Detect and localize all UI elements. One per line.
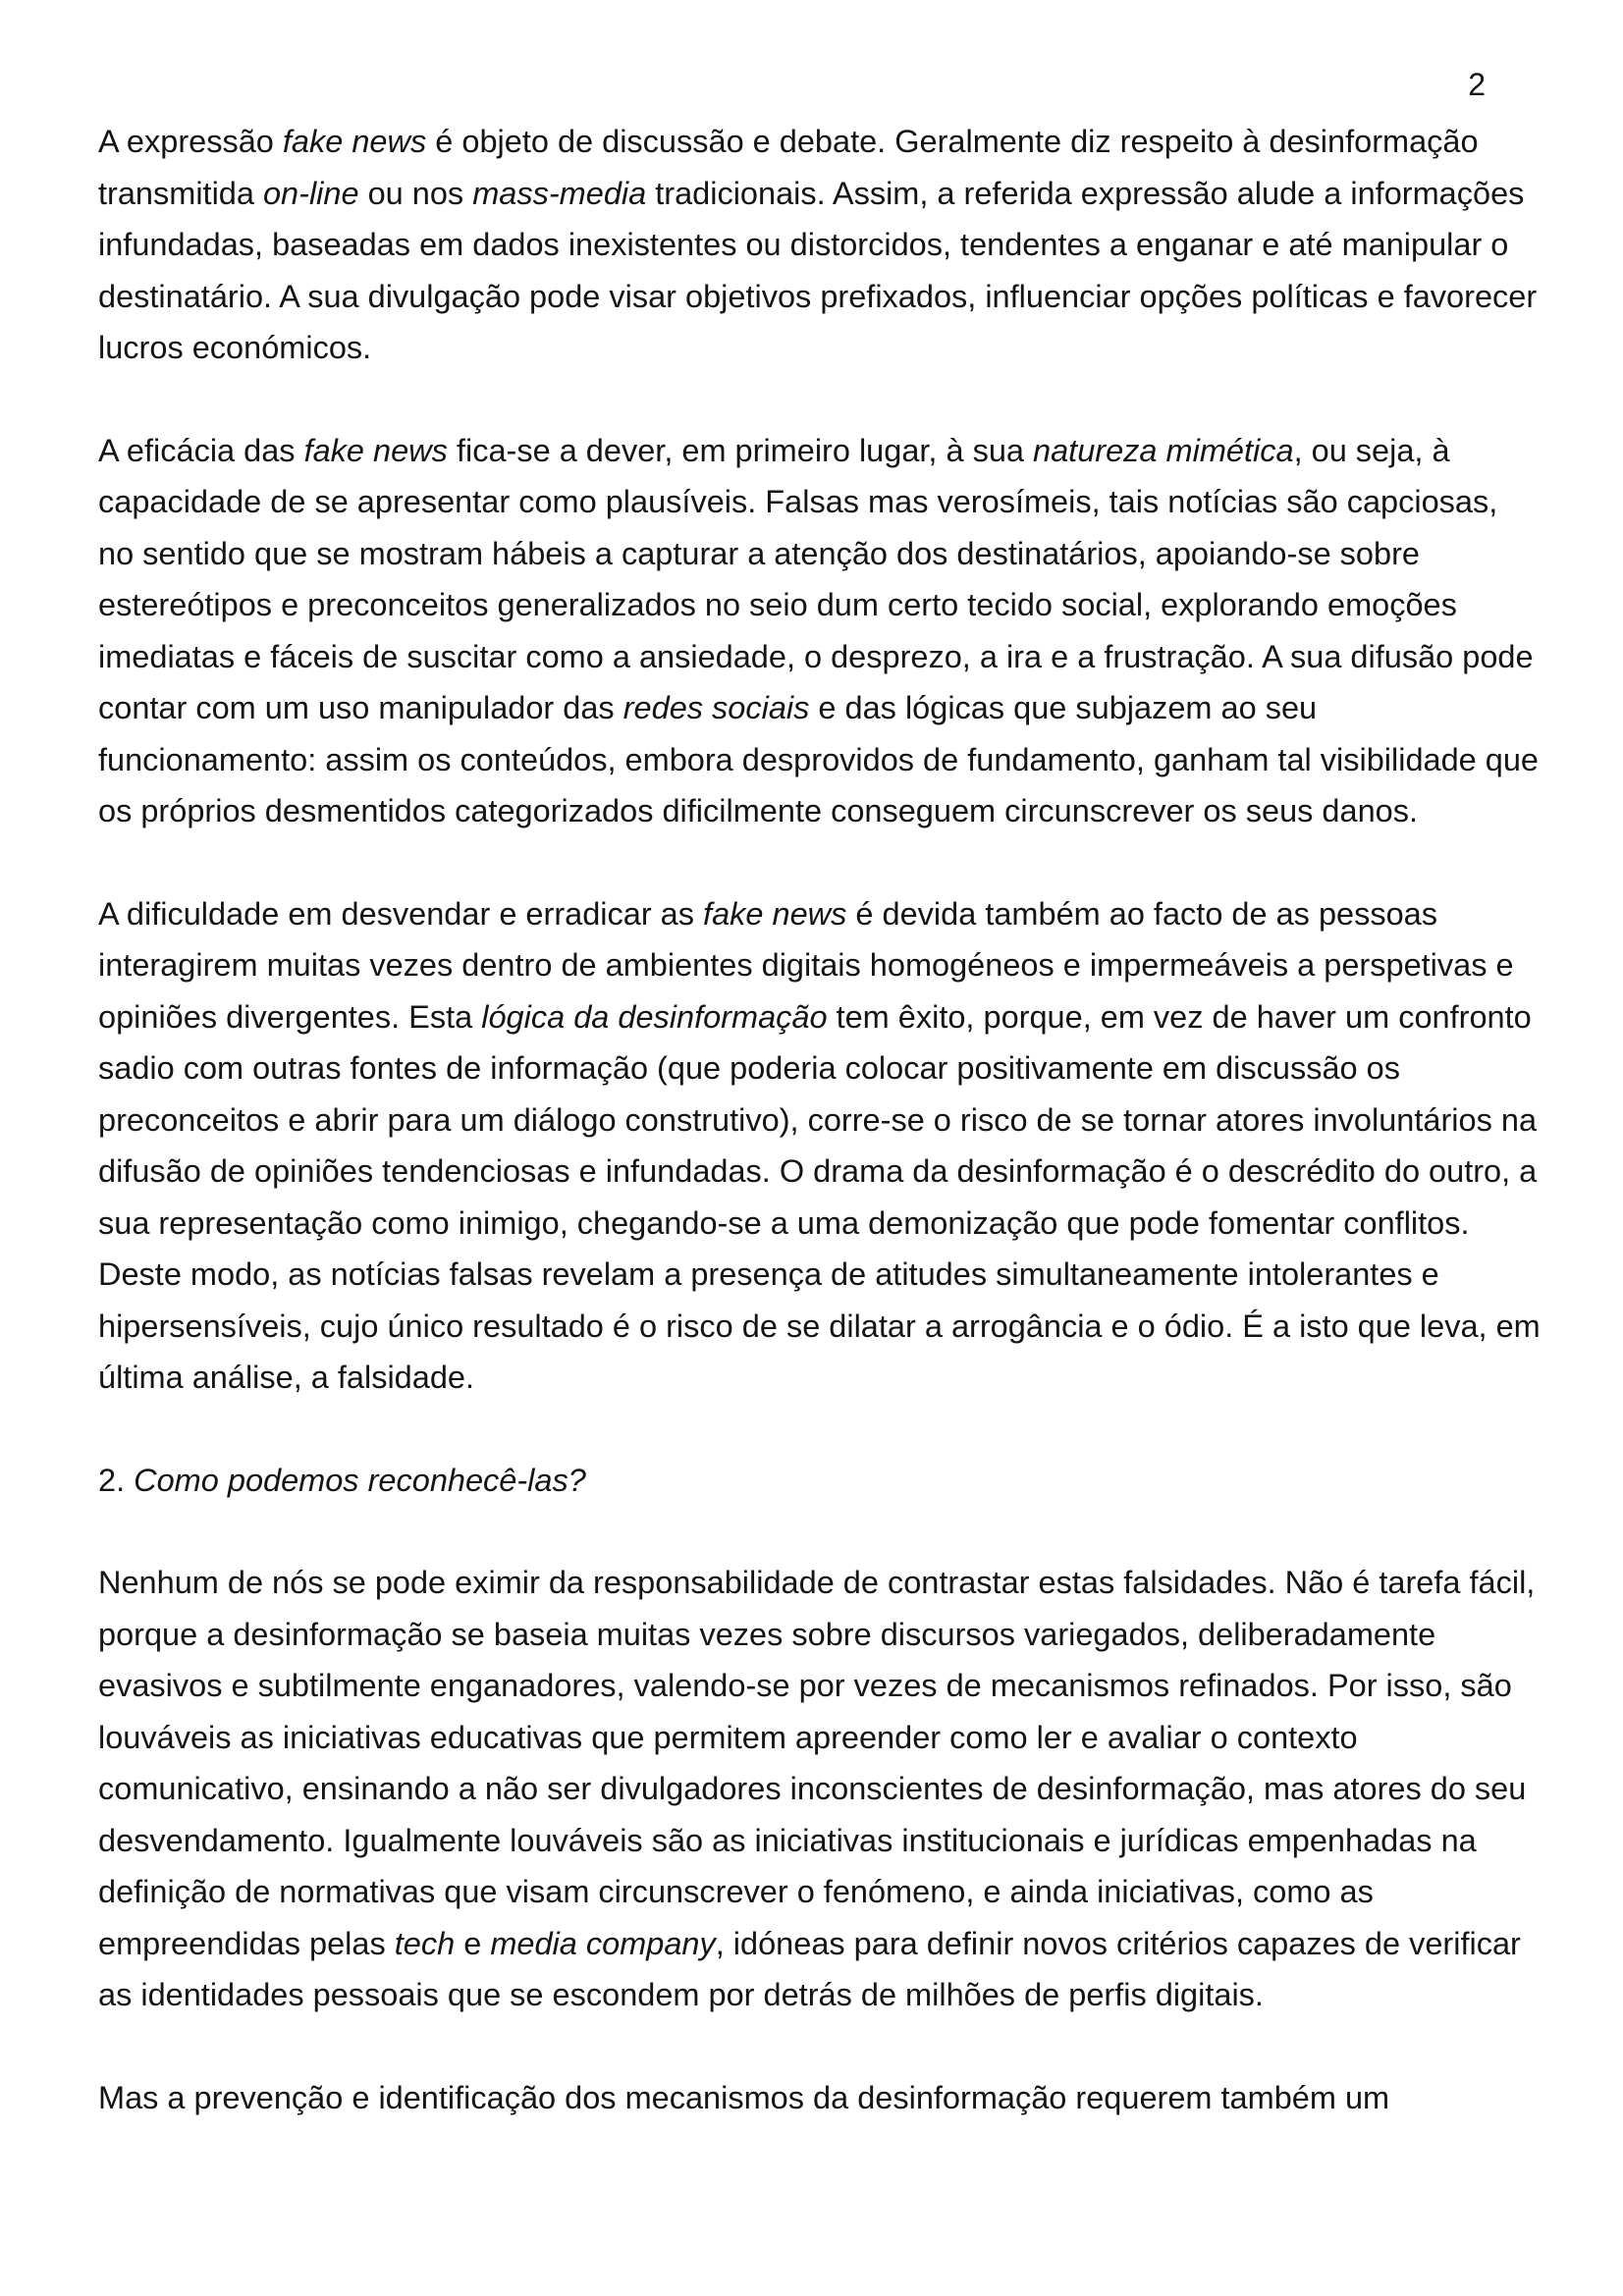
italic-term: on-line bbox=[262, 175, 359, 211]
text-run: é devida também ao facto de as pessoas interagirem muitas vezes dentro de ambientes digitais homogéneos e impermeáveis a perspetivas e opiniões divergentes. Esta bbox=[98, 895, 1514, 1035]
section-title: Como podemos reconhecê-las? bbox=[134, 1462, 586, 1498]
paragraph-3 bbox=[98, 888, 1542, 1404]
paragraph-2 bbox=[98, 425, 1542, 837]
italic-term: tech bbox=[394, 1925, 456, 1961]
paragraph-4 bbox=[98, 1557, 1542, 2021]
text-run: Nenhum de nós se pode eximir da responsabilidade de contrastar estas falsidades. Não é tarefa fácil, porque a desinformação se baseia muitas vezes sobre discursos variegados, deliberadamente evasivos e subtilmente enganadores, valendo-se por vezes de mecanismos refinados. Por isso, são louváveis as iniciativas educativas que permitem apreender como ler e avaliar o contexto comunicativo, ensinando a não ser divulgadores inconscientes de desinformação, mas atores do seu desvendamento. Igualmente louváveis são as iniciativas institucionais e jurídicas empenhadas na definição de normativas que visam circunscrever o fenómeno, e ainda iniciativas, como as empreendidas pelas bbox=[98, 1565, 1536, 1961]
section-number: 2. bbox=[98, 1462, 135, 1498]
text-run: Mas a prevenção e identificação dos mecanismos da desinformação requerem também um bbox=[98, 2079, 1390, 2115]
italic-term: media company bbox=[490, 1925, 716, 1961]
page-number: 2 bbox=[1468, 67, 1486, 102]
text-run: fica-se a dever, em primeiro lugar, à sua bbox=[447, 432, 1034, 468]
text-run: e das lógicas que subjazem ao seu funcionamento: assim os conteúdos, embora desprovidos de fundamento, ganham tal visibilidade que os próprios desmentidos categorizados dificilmente conseguem circunscrever os seus danos. bbox=[98, 690, 1540, 828]
text-run: , idóneas para definir novos critérios capazes de verificar as identidades pessoais que se escondem por detrás de milhões de perfis digitais. bbox=[98, 1925, 1521, 2012]
document-body bbox=[98, 116, 1542, 2123]
italic-term: mass-media bbox=[472, 175, 647, 211]
text-run: A eficácia das bbox=[98, 432, 304, 468]
text-run: tem êxito, porque, em vez de haver um confronto sadio com outras fontes de informação (que poderia colocar positivamente em discussão os preconceitos e abrir para um diálogo construtivo), corre-se o risco de se tornar atores involuntários na difusão de opiniões tendenciosas e infundadas. O drama da desinformação é o descrédito do outro, a sua representação como inimigo, chegando-se a uma demonização que pode fomentar conflitos. Deste modo, as notícias falsas revelam a presença de atitudes simultaneamente intolerantes e hipersensíveis, cujo único resultado é o risco de se dilatar a arrogância e o ódio. É a isto que leva, em última análise, a falsidade. bbox=[98, 998, 1541, 1395]
text-run: , ou seja, à capacidade de se apresentar como plausíveis. Falsas mas verosímeis, tais notícias são capciosas, no sentido que se mostram hábeis a capturar a atenção dos destinatários, apoiando-se sobre estereótipos e preconceitos generalizados no seio dum certo tecido social, explorando emoções imediatas e fáceis de suscitar como a ansiedade, o desprezo, a ira e a frustração. A sua difusão pode contar com um uso manipulador das bbox=[98, 432, 1534, 725]
text-run: é objeto de discussão e debate. Geralmente diz respeito à desinformação transmitida bbox=[98, 124, 1479, 211]
text-run: A dificuldade em desvendar e erradicar as bbox=[98, 895, 704, 932]
section-heading bbox=[98, 1455, 1542, 1507]
italic-term: fake news bbox=[703, 895, 847, 932]
italic-term: redes sociais bbox=[622, 690, 810, 725]
paragraph-1 bbox=[98, 116, 1542, 374]
italic-term: lógica da desinformação bbox=[481, 998, 828, 1035]
italic-term: natureza mimética bbox=[1033, 432, 1294, 468]
text-run: e bbox=[455, 1925, 491, 1961]
text-run: tradicionais. Assim, a referida expressão alude a informações infundadas, baseadas em dados inexistentes ou distorcidos, tendentes a enganar e até manipular o destinatário. A sua divulgação pode visar objetivos prefixados, influenciar opções políticas e favorecer lucros económicos. bbox=[98, 175, 1538, 365]
paragraph-5 bbox=[98, 2072, 1542, 2124]
text-run: A expressão bbox=[98, 124, 283, 159]
italic-term: fake news bbox=[303, 432, 448, 468]
text-run: ou nos bbox=[358, 175, 473, 211]
italic-term: fake news bbox=[282, 124, 427, 159]
